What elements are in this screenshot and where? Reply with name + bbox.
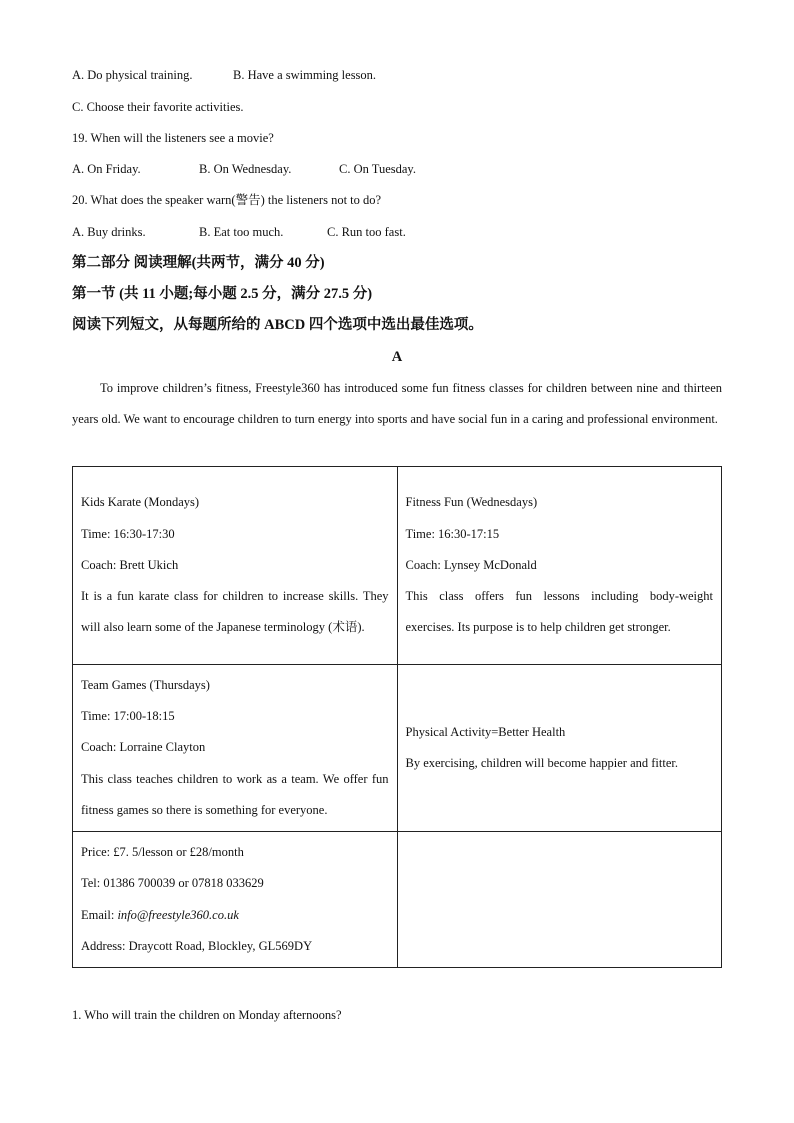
fitness-title: Fitness Fun (Wednesdays) [405,495,538,510]
q19-option-a: A. On Friday. [72,162,141,176]
section-title: 第一节 (共 11 小题;每小题 2.5 分，满分 27.5 分) [72,286,373,302]
fitness-time: Time: 16:30-17:15 [405,526,500,541]
cell-kids-karate [73,467,398,665]
q18-option-c: C. Choose their favorite activities. [72,100,244,114]
q18-option-b: B. Have a swimming lesson. [233,68,377,82]
karate-title: Kids Karate (Mondays) [81,495,200,510]
q20-option-c: C. Run too fast. [327,225,406,239]
price: Price: £7. 5/lesson or £28/month [81,845,244,860]
cell-better-health [397,665,722,832]
q1-question: 1. Who will train the children on Monday afternoons? [72,1008,342,1022]
cell-contact [73,832,398,968]
q18-option-a: A. Do physical training. [72,68,193,82]
passage-label: A [391,349,403,365]
telephone: Tel: 01386 700039 or 07818 033629 [81,876,264,891]
passage-intro: To improve children’s fitness, Freestyle360 has introduced some fun fitness classes for children between nine and thirteen years old. We want to encourage children to turn energy into sports and have social fun in a caring and professional environment. [72,381,722,427]
team-coach: Coach: Lorraine Clayton [81,740,206,755]
health-title: Physical Activity=Better Health [405,724,566,739]
fitness-description: This class offers fun lessons including body-weight exercises. Its purpose is to help children get stronger. [405,589,713,635]
email-address[interactable]: info@freestyle360.co.uk [117,907,239,922]
team-time: Time: 17:00-18:15 [81,709,175,724]
q20-question: 20. What does the speaker warn(警告) the listeners not to do? [72,193,382,207]
q19-option-b: B. On Wednesday. [199,162,292,176]
health-description: By exercising, children will become happier and fitter. [405,756,678,770]
fitness-coach: Coach: Lynsey McDonald [405,557,537,572]
karate-coach: Coach: Brett Ukich [81,557,179,572]
team-description: This class teaches children to work as a team. We offer fun fitness games so there is something for everyone. [81,771,389,817]
email-label: Email: [81,907,118,922]
q20-option-a: A. Buy drinks. [72,225,146,239]
team-title: Team Games (Thursdays) [81,677,210,692]
q19-question: 19. When will the listeners see a movie? [72,131,274,145]
cell-empty [397,832,722,968]
cell-fitness-fun [397,467,722,665]
karate-time: Time: 16:30-17:30 [81,526,175,541]
q19-option-c: C. On Tuesday. [339,162,416,176]
q20-option-b: B. Eat too much. [199,225,284,239]
cell-team-games [73,665,398,832]
karate-description: It is a fun karate class for children to increase skills. They will also learn some of the Japanese terminology (术语). [81,589,389,635]
address: Address: Draycott Road, Blockley, GL569DY [81,938,313,953]
part-title: 第二部分 阅读理解(共两节，满分 40 分) [72,255,325,271]
instruction: 阅读下列短文，从每题所给的 ABCD 四个选项中选出最佳选项。 [72,317,483,333]
email-line [81,900,389,931]
class-schedule-table [72,466,722,968]
